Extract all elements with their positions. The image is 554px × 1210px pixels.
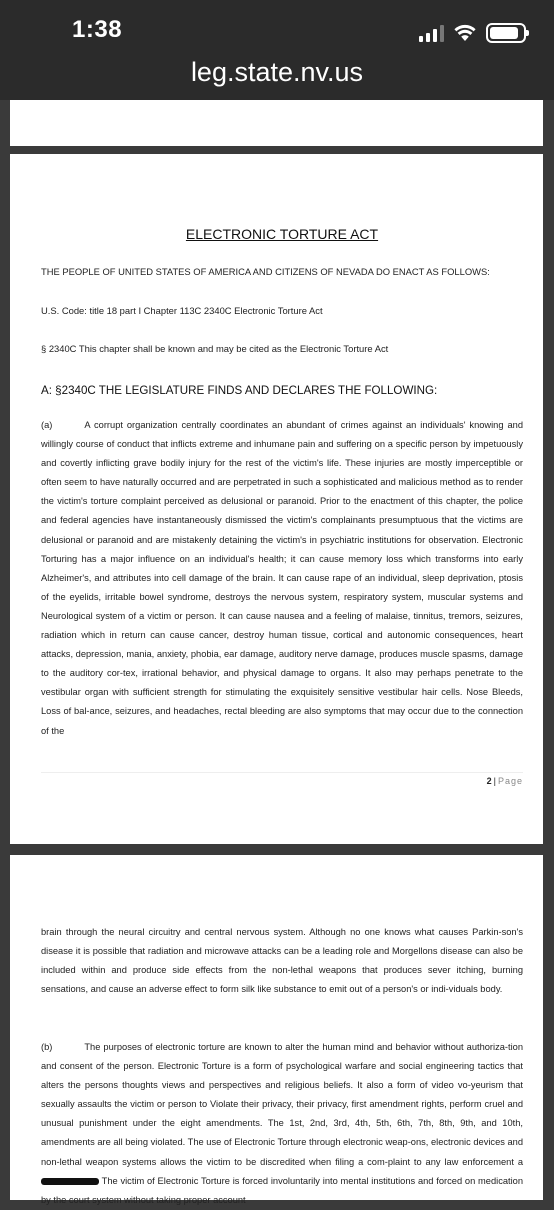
page-content-next	[41, 855, 524, 1205]
status-bar	[0, 0, 554, 100]
paragraph-b	[41, 1038, 523, 1210]
status-time: 1:38	[72, 16, 123, 43]
enact-line: THE PEOPLE OF UNITED STATES OF AMERICA AND CITIZENS OF NEVADA DO ENACT AS FOLLOWS:	[41, 266, 490, 277]
paragraph-a-label: (a)	[41, 420, 53, 430]
document-page-2	[10, 154, 543, 844]
paragraph-a-text: A corrupt organization centrally coordinates an abundant of crimes against an individuals' knowing and willingly course of conduct that inflicts extreme and inhumane pain and suffering on a specific person by impetuously and covertly inflicting grave bodily injury for the rest of the victim's life. These injuries are mostly imperceptible or often seem to have naturally occurred and are perpetrated in such a sophisticated and malicious method as to render the victim's torture complaint perceived as delusional or paranoid. Prior to the enactment of this chapter, the police and federal agencies have instantaneously dismissed the victim's complainants presumptuous that the victims are delusional or paranoid and are mistakenly detaining the victim's in psychiatric institutions for observation. Electronic Torturing has a major influence on an individual's health; it can cause memory loss which transforms into early Alzheimer's, and attributes into cell damage of the brain. It can cause rape of an individual, sleep deprivation, ptosis of the eyelids, irritable bowel syndrome, destroys the nervous system, respiratory system, muscular systems and Neurological system of a victim or person. It can cause nausea and a feeling of malaise, tinnitus, tremors, seizures, radiation which in return can cause cancer, destroy human tissue, cortical and autonomic consequences, heart attacks, depression, mania, anxiety, phobia, ear damage, auditory nerve damage, produces muscle spasms, damage to the auditory cor-tex, irrational behavior, and physical damage to organs. It also may perhaps penetrate to the vestibular organ with sufficient strength for stimulating the exquisitely sensitive vestibular hair cells. Nose Bleeds, Loss of bal-ance, seizures, and headaches, rectal bleeding are also symptoms that may occur due to the connection of the	[41, 420, 523, 736]
status-icons	[419, 20, 526, 46]
footer-divider	[41, 772, 523, 773]
section-heading: A: §2340C THE LEGISLATURE FINDS AND DECLARES THE FOLLOWING:	[41, 384, 438, 397]
page-content	[41, 154, 523, 844]
redaction-mark	[41, 1178, 99, 1185]
code-line: U.S. Code: title 18 part I Chapter 113C 2340C Electronic Torture Act	[41, 305, 323, 316]
url-bar[interactable]: leg.state.nv.us	[190, 57, 364, 87]
cellular-signal-icon	[419, 24, 444, 42]
page-number: 2 | Page	[486, 776, 523, 786]
battery-icon	[486, 23, 526, 43]
wifi-icon	[454, 24, 476, 42]
paragraph-b-text-3: into mental institutions and forced on medication by the court system without taking proper account	[41, 1175, 524, 1205]
paragraph-a	[41, 416, 523, 741]
paragraph-b-text-2: The victim of Electronic Torture is forced involuntarily	[101, 1175, 320, 1186]
cite-line: § 2340C This chapter shall be known and may be cited as the Electronic Torture Act	[41, 343, 389, 354]
paragraph-b-label: (b)	[41, 1042, 53, 1052]
document-title: ELECTRONIC TORTURE ACT	[185, 226, 379, 242]
paragraph-b-text-1: The purposes of electronic torture are known to alter the human mind and behavior without authoriza-tion and consent of the person. Electronic Torture is a form of psychological warfare and social engineering tactics that alters the persons thoughts views and perspectives and religious beliefs. It also a form of video vo-yeurism that sexually assaults the victim or person to Violate their privacy, their privacy, first amendment rights, perform cruel and unusual punishment under the eight amendments. The 1st, 2nd, 3rd, 4th, 5th, 6th, 7th, 8th, 9th, and 10th, amendments are all being violated. The use of Electronic Torture through electronic weap-ons, electronic devices and non-lethal weapon systems allows the victim to be discredited when filing a com-plaint to any law enforcement a	[41, 1042, 523, 1167]
document-page-previous	[10, 100, 543, 146]
document-page-3	[10, 855, 543, 1205]
paragraph-a-continued: brain through the neural circuitry and central nervous system. Although no one knows what causes Parkin-son's disease it is possible that radiation and microwave attacks can be a leading role and Morgellons disease can also be included within and produce side effects from the non-lethal weapons that produces sever itching, burning sensations, and cause an adverse effect to form silk like substance to emit out of a person's or indi-viduals body.	[41, 927, 523, 995]
